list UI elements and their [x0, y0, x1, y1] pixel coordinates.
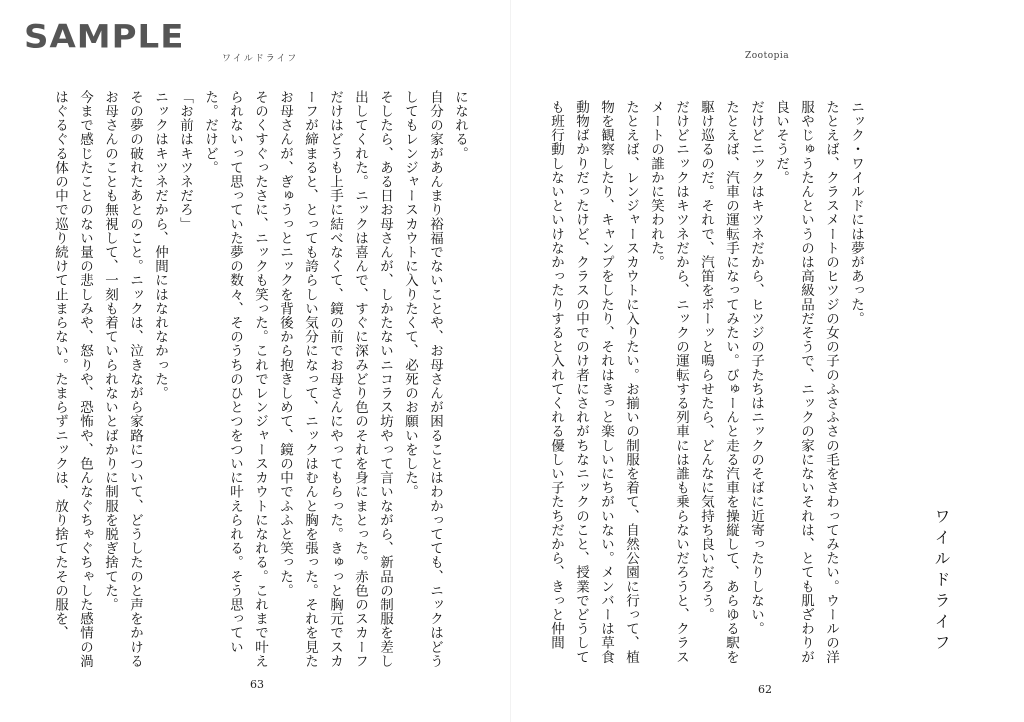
page-gutter	[510, 0, 511, 722]
left-paragraph: 今まで感じたことのない量の悲しみや、怒りや、恐怖や、色んなぐちゃぐちゃした感情の渦はぐるぐる体の中で巡り続けて止まらない。たまらずニックは、放り捨てたその服を、	[52, 90, 93, 669]
left-paragraph: そのくすぐったさに、ニックも笑った。これでレンジャースカウトになれる。これまで叶えられないって思っていた夢の数々、そのうちのひとつをついに叶えられる。そう思っていた。だけど。	[202, 90, 268, 669]
left-paragraph: 「お前はキツネだろ」	[177, 90, 193, 231]
chapter-title: ワイルドライフ	[932, 508, 951, 655]
right-page-body	[548, 100, 868, 670]
right-paragraph: ニック・ワイルドには夢があった。	[848, 100, 864, 326]
left-paragraph: 自分の家があんまり裕福でないことや、お母さんが困ることはわかってても、ニックはどうしてもレンジャースカウトに入りたくて、必死のお願いをした。	[402, 90, 443, 669]
right-paragraph: だけどニックはキツネだから、ヒツジの子たちはニックのそばに近寄ったりしない。	[748, 100, 764, 636]
right-running-head: Zootopia	[745, 51, 790, 61]
right-paragraph: たとえば、汽車の運転手になってみたい。びゅーんと走る汽車を操縦して、あらゆる駅を駆け巡るのだ。それで、汽笛をポーッと鳴らせたら、どんなに気持ち良いだろう。	[698, 100, 739, 664]
right-paragraph: たとえば、レンジャースカウトに入りたい。お揃いの制服を着て、自然公園に行って、植物を観察したり、キャンプをしたり、それはきっと楽しいにちがいない。メンバーは草食動物ばかりだったけど、クラスの中でのけ者にされがちなニックのこと、授業でどうしても班行動しないといけなかったりすると入れてくれる優しい子たちだから、きっと仲間	[548, 100, 639, 664]
left-page-body	[52, 90, 472, 670]
right-page-number: 62	[758, 683, 772, 696]
right-paragraph: だけどニックはキツネだから、ニックの運転する列車には誰も乗らないだろうと、クラスメートの誰かに笑われた。	[648, 100, 689, 664]
sample-watermark: SAMPLE	[24, 18, 185, 56]
left-page-number: 63	[250, 678, 264, 691]
left-paragraph: になれる。	[452, 90, 468, 161]
left-paragraph: その夢の破れたあとのこと。ニックは、泣きながら家路について、どうしたのと声をかけるお母さんのことも無視して、一刻も着ていられないとばかりに制服を脱ぎ捨てた。	[102, 90, 143, 669]
left-running-head: ワイルドライフ	[222, 54, 299, 64]
left-paragraph: ニックはキツネだから、仲間にはなれなかった。	[152, 90, 168, 401]
left-paragraph: そしたら、ある日お母さんが、しかたないニコラス坊やって言いながら、新品の制服を差し出してくれた。ニックは喜んで、すぐに深みどり色のそれを身にまとった。赤色のスカーフだけはどうも上手に結べなくて、鏡の前でお母さんにやってもらった。きゅっと胸元でスカーフが締まると、とっても誇らしい気分になって、ニックはむんと胸を張った。それを見たお母さんが、ぎゅうっとニックを背後から抱きしめて、鏡の中でふふと笑った。	[277, 90, 393, 669]
right-paragraph: たとえば、クラスメートのヒツジの女の子のふさふさの毛をさわってみたい。ウールの洋服やじゅうたんというのは高級品だそうで、ニックの家にないそれは、とても肌ざわりが良いそうだ。	[773, 100, 839, 664]
